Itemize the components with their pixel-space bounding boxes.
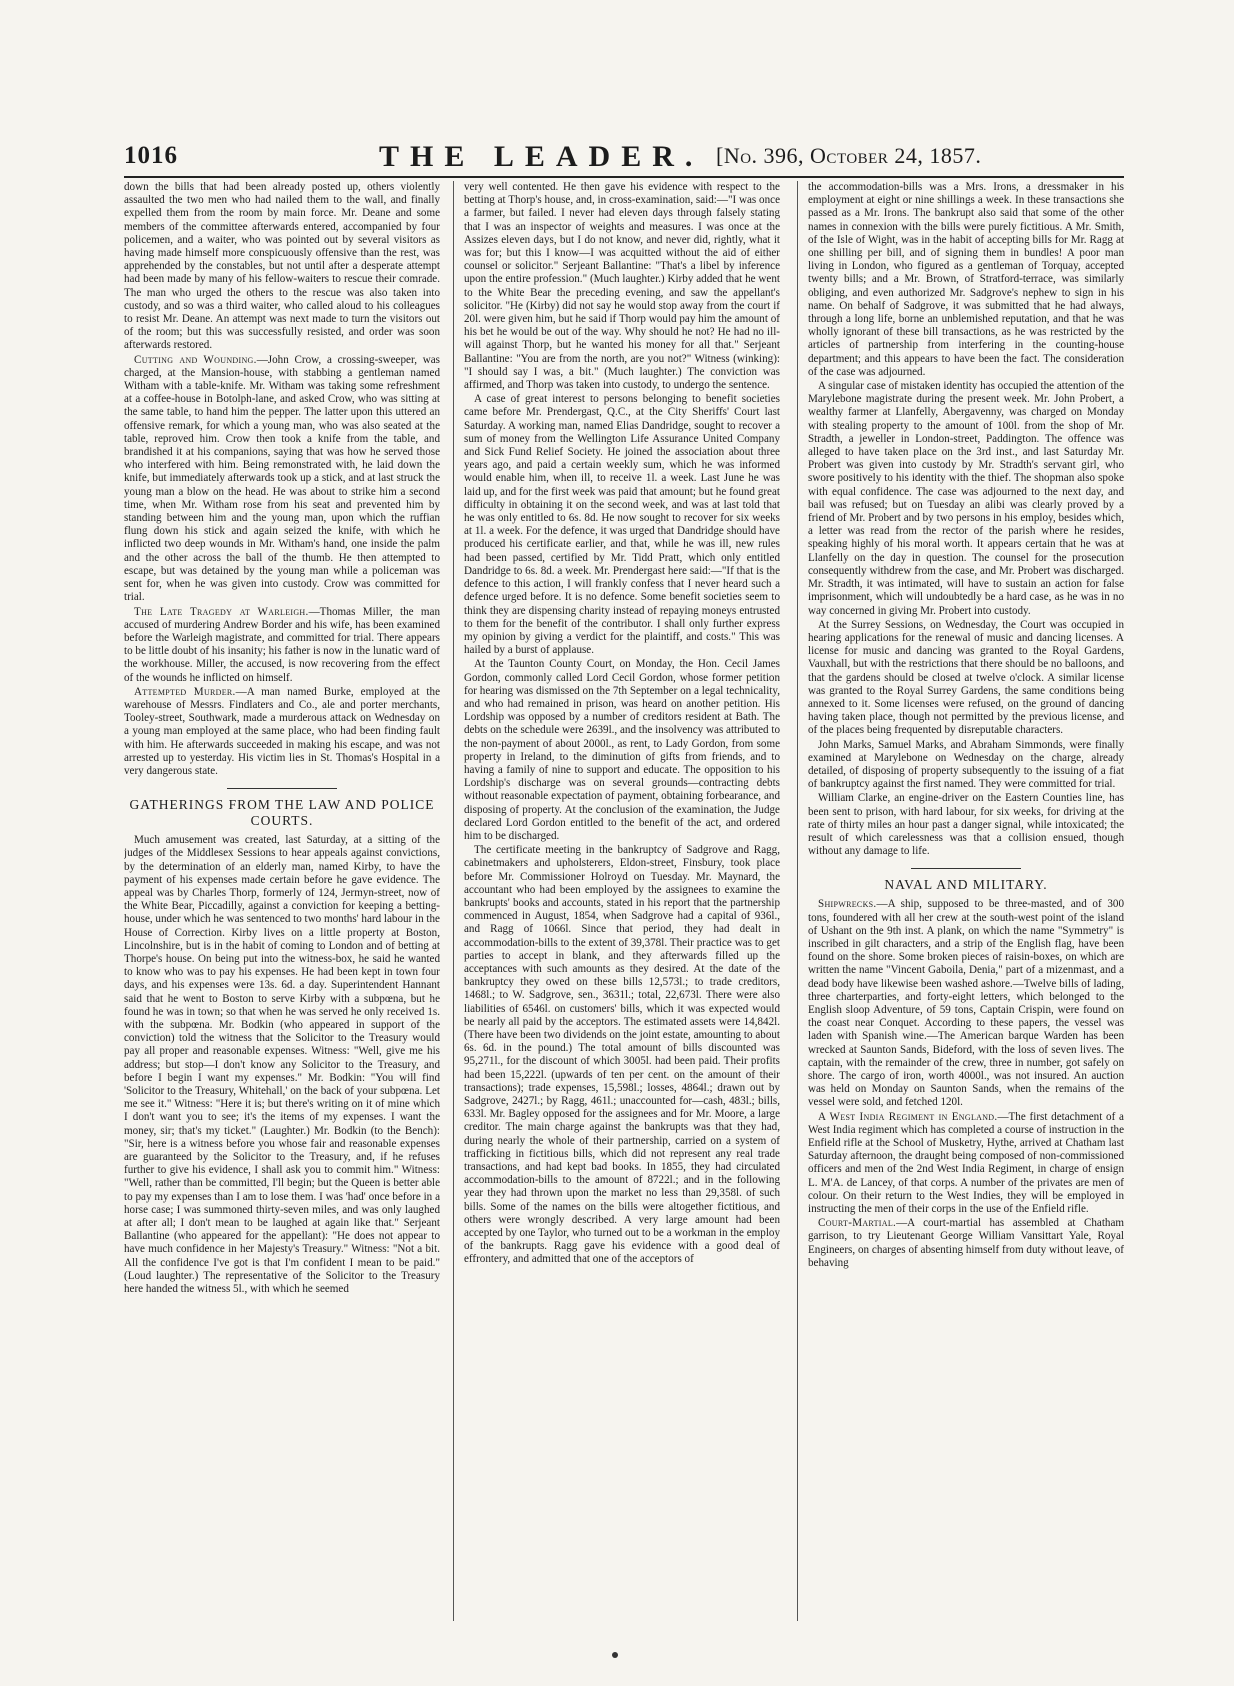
article-paragraph: Much amusement was created, last Saturday, at a sitting of the judges of the Middlesex Sessions to hear appeals against convictions, by the determination of an elderly man, named Kirby, to have the payment of his expenses made certain before he gave evidence. The appeal was by Charles Thorp, formerly of 124, Jermyn-street, now of the White Bear, Piccadilly, against a conviction for keeping a betting-house, under which he was sentenced to two months' hard labour in the House of Correction. Kirby lives on a little property at Boston, Lincolnshire, but is in the habit of coming to London and of betting at Thorpe's house. On being put into the witness-box, he said he wanted to know who was to pay his expenses. He had been kept in town four days, and his expenses were 13s. 6d. a day. Superintendent Hannant said that he went to Boston to serve Kirby with a subpœna, but he found he was in town; so that when he was served he only received 1s. with the subpœna. Mr. Bodkin (who appeared in support of the conviction) told the witness that the Solicitor to the Treasury would pay all proper and reasonable expenses. Witness: "Well, give me his address; but stop—I don't know any Solicitor to the Treasury, and before I begin I want my expenses." Mr. Bodkin: "You will find 'Solicitor to the Treasury, Whitehall,' on the back of your subpœna. Let me see it." Witness: "Here it is; but there's writing on it of mine which I don't want you to see; it's the items of my expenses. I want the money, sir; that's my ticket." (Laughter.) Mr. Bodkin (to the Bench): "Sir, here is a witness before you whose fair and reasonable expenses are guaranteed by the Solicitor to the Treasury, and, if he refuses further to give his evidence, I shall ask you to commit him." Witness: "Well, rather than be committed, I'll begin; but the Queen is better able to pay my expenses than I am to lose them. I was 'had' once before in a horse case; I was summoned thirty-seven miles, and was only laughed at after all; I don't mean to be laughed at again like that." Serjeant Ballantine (who appeared for the appellant): "He does not appear to have much confidence in her Majesty's Treasury." Witness: "Not a bit. All the confidence I've got is that I'm confident I mean to be paid." (Loud laughter.) The representative of the Solicitor to the Treasury here handed the witness 5l., with which he seemed [124, 834, 440, 1296]
masthead-rule [124, 176, 1124, 178]
article-paragraph: the accommodation-bills was a Mrs. Irons, a dressmaker in his employment at eight or nine shillings a week. In these transactions she passed as a Mr. Irons. The bankrupt also said that some of the other names in connexion with the bills were purely fictitious. A Mr. Smith, of the Isle of Wight, was in the habit of accepting bills for Mr. Ragg at one shilling per bill, and of signing them in bundles! A poor man living in London, who figured as a gentleman of Torquay, accepted twenty bills; and a Mr. Brown, of Stratford-terrace, was similarly obliging, and even authorized Mr. Sadgrove's nephew to sign in his name. On behalf of Sadgrove, it was submitted that he had always, through a long life, borne an unblemished reputation, and that he was wholly ignorant of these bill transactions, as he was restricted by the articles of partnership from interfering in the counting-house department; and this appears to have been the fact. The consideration of the case was adjourned. [808, 181, 1124, 378]
article-body: —Thomas Miller, the man accused of murdering Andrew Border and his wife, has been examined before the Warleigh magistrate, and committed for trial. There appears to be little doubt of his insanity; his father is now in the lunatic ward of the workhouse. Miller, the accused, is now recovering from the effect of the wounds he inflicted on himself. [124, 605, 440, 684]
article-lead: Attempted Murder. [134, 685, 236, 698]
article-paragraph [124, 354, 440, 605]
columns [124, 181, 1124, 1631]
section-heading: NAVAL AND MILITARY. [884, 877, 1048, 893]
page-number: 1016 [124, 142, 178, 169]
article-body: —A man named Burke, employed at the warehouse of Messrs. Findlaters and Co., ale and porter merchants, Tooley-street, Southwark, made a murderous attack on Wednesday on a young man employed at the same place, who had been finding fault with him. He afterwards succeeded in making his escape, and was not arrested up to yesterday. His victim lies in St. Thomas's Hospital in a very dangerous state. [124, 685, 440, 777]
article-paragraph: The certificate meeting in the bankruptcy of Sadgrove and Ragg, cabinetmakers and upholsterers, Eldon-street, Finsbury, took place before Mr. Commissioner Holroyd on Tuesday. Mr. Maynard, the accountant who had been employed by the assignees to examine the bankrupts' books and accounts, stated in his report that the partnership commenced in August, 1854, when Sadgrove had a capital of 936l., and Ragg of 1066l. Since that period, they had dealt in accommodation-bills to the extent of 39,378l. Their practice was to get parties to accept in blank, and they afterwards filled up the acceptances with such amounts as they desired. At the date of the bankruptcy they owed on these bills 12,573l.; to trade creditors, 1468l.; to W. Sadgrove, sen., 3631l.; total, 22,673l. There were also liabilities of 6546l. on customers' bills, which it was expected would be nearly all paid by the acceptors. The estimated assets were 14,842l. (There have been two dividends on the joint estate, amounting to about 6s. 6d. in the pound.) The total amount of bills discounted was 95,271l., for the discount of which 3005l. had been paid. Their profits had been 15,222l. (upwards of ten per cent. on the amount of their transactions); trade expenses, 15,598l.; losses, 4864l.; drawn out by Sadgrove, 2427l.; by Ragg, 461l.; unaccounted for—cash, 483l.; bills, 633l. Mr. Bagley opposed for the assignees and for Mr. Moore, a large creditor. The main charge against the bankrupts was that they had, during nearly the whole of their partnership, carried on a system of trafficking in fictitious bills, which did not represent any real trade transactions, and had kept bad books. In 1855, they had circulated accommodation-bills to the amount of 8722l.; and in the following year they had thrown upon the market no less than 29,358l. of such bills. Some of the names on the bills were altogether fictitious, and others were wrongly described. A very large amount had been accepted by one Taylor, who turned out to be a workman in the employ of the bankrupts. Ragg gave his evidence with a good deal of effrontery, and admitted that one of the acceptors of [464, 844, 780, 1266]
newspaper-title: THE LEADER. [379, 140, 704, 173]
article-lead: A West India Regiment in England. [818, 1110, 998, 1123]
article-paragraph [808, 898, 1124, 1109]
article-paragraph: very well contented. He then gave his evidence with respect to the betting at Thorp's house, and, in cross-examination, said:—"I was once a farmer, but failed. I never had eleven days through falsely stating that I was an inspector of weights and measures. I was once at the Assizes eleven days, but I do not know, and never did, rightly, what it was for; but this I know—I was acquitted without the aid of either counsel or solicitor." Serjeant Ballantine: "That's a libel by inference upon the entire profession." (Much laughter.) Kirby added that he went to the White Bear the preceding evening, and saw the appellant's solicitor. "He (Kirby) did not say he would stop away from the court if 20l. were given him, but he said if Thorp would pay him the amount of his bet he would be out of the way. Why should he not? He had no ill-will against Thorp, but he wanted his money for all that." Serjeant Ballantine: "You are from the north, are you not?" Witness (winking): "I should say I was, a bit." (Much laughter.) The conviction was affirmed, and Thorp was taken into custody, to undergo the sentence. [464, 181, 780, 392]
article-paragraph: A case of great interest to persons belonging to benefit societies came before Mr. Prendergast, Q.C., at the City Sheriffs' Court last Saturday. A working man, named Elias Dandridge, sought to recover a sum of money from the Wellington Life Assurance United Company and Sick Fund Relief Society. He joined the association about three years ago, and paid a certain weekly sum, which he was informed would enable him, when ill, to receive 1l. a week. Last June he was laid up, and for the first week was paid that amount; but he found great difficulty in obtaining it on the second week, and was at last told that he was only entitled to 6s. 8d. He now sought to recover for six weeks at 1l. a week. For the defence, it was urged that Dandridge should have produced his certificate earlier, and that, while he was ill, new rules had been passed, certified by Mr. Tidd Pratt, which only entitled Dandridge to 6s. 8d. a week. Mr. Prendergast here said:—"If that is the defence to this action, I will frankly confess that I never heard such a defence urged before. It is no defence. Some benefit societies seem to think they are dispensing charity instead of repaying moneys entrusted to them for the benefit of the contributor. I shall only further express my opinion by giving a verdict for the plaintiff, and costs." This was hailed by a burst of applause. [464, 393, 780, 657]
column-divider [797, 181, 798, 1621]
article-body: —A ship, supposed to be three-masted, and of 300 tons, foundered with all her crew at the south-west point of the island of Ushant on the 9th inst. A plank, on which the name "Symmetry" is inscribed in gilt characters, and a strip of the English flag, have been found on the shore. Some broken pieces of raisin-boxes, on which are written the name "Vincent Gaboila, Denia," part of a mizenmast, and a dead body have likewise been washed ashore.—Twelve bills of lading, three charterparties, and forty-eight letters, which belonged to the English sloop Adventure, of 59 tons, Captain Crispin, were found on the coast near Conquet. According to these papers, the vessel was laden with Spanish wine.—The American barque Warden has been wrecked at Saunton Sands, Bideford, with the loss of seven lives. The captain, with the remainder of the crew, three in number, got safely on shore. The cargo of iron, worth 4000l., was not insured. An auction was held on Monday on Saunton Sands, when the remains of the vessel were sold, and fetched 120l. [808, 898, 1124, 1109]
article-paragraph [124, 686, 440, 778]
column-2 [464, 181, 780, 1631]
ink-dot [612, 1652, 618, 1658]
article-paragraph: John Marks, Samuel Marks, and Abraham Simmonds, were finally examined at Marylebone on Wednesday on the charge, already detailed, of disposing of property subsequently to the issuing of a fiat of bankruptcy against the first named. They were committed for trial. [808, 738, 1124, 791]
section-heading: GATHERINGS FROM THE LAW AND POLICE COURTS. [129, 797, 435, 829]
article-lead: Shipwrecks. [818, 898, 877, 911]
issue-line: [No. 396, October 24, 1857. [716, 143, 982, 168]
article-lead: Court-Martial. [818, 1217, 897, 1230]
article-body: —John Crow, a crossing-sweeper, was charged, at the Mansion-house, with stabbing a gentleman named Witham with a table-knife. Mr. Witham was taking some refreshment at a coffee-house in Botolph-lane, and asked Crow, who was sitting at the same table, to hand him the pepper. The latter upon this uttered an offensive remark, for which a young man, who was also seated at the table, reproved him. Crow then took a knife from the table, and brandished it at his companions, saying that was how he served those who interfered with him. Being remonstrated with, he laid down the knife, but immediately afterwards took up a stick, and at last struck the young man a blow on the head. He was about to strike him a second time, when Mr. Witham rose from his seat and prevented him by standing between him and the young man, upon which the ruffian flung down his stick and again seized the knife, with which he inflicted two deep wounds in Mr. Witham's hand, one inside the palm and the other across the ball of the thumb. He then attempted to escape, but was detained by the young man while a policeman was sent for, when he was given into custody. Crow was committed for trial. [124, 353, 440, 604]
article-paragraph: At the Taunton County Court, on Monday, the Hon. Cecil James Gordon, commonly called Lord Cecil Gordon, whose former petition for hearing was dismissed on the 7th September on a legal technicality, and who had remained in prison, was heard on another petition. His Lordship was opposed by a number of creditors resident at Bath. The debts on the schedule were 2639l., and the insolvency was attributed to the non-payment of about 2000l., as rent, to Lady Gordon, from some property in Ireland, to the diminution of gifts from friends, and to having a family of nine to support and educate. The opposition to his Lordship's discharge was on several grounds—contracting debts without reasonable expectation of payment, obtaining forbearance, and disposing of property. At the conclusion of the examination, the Judge declared Lord Gordon entitled to the benefit of the act, and ordered him to be discharged. [464, 658, 780, 842]
column-1 [124, 181, 440, 1631]
article-paragraph [124, 606, 440, 685]
article-paragraph [808, 1217, 1124, 1270]
article-paragraph [808, 1111, 1124, 1217]
article-paragraph: A singular case of mistaken identity has occupied the attention of the Marylebone magistrate during the present week. Mr. John Probert, a wealthy farmer at Llanfelly, Abergavenny, was charged on Monday with stealing property to the amount of 100l. from the shop of Mr. Stradth, a jeweller in London-street, Paddington. The offence was alleged to have taken place on the 3rd inst., and last Saturday Mr. Probert was given into custody by Mr. Stradth's servant girl, who swore positively to his identity with the thief. The shopman also spoke with equal confidence. The case was adjourned to the next day, and bail was refused; but on Tuesday an alibi was clearly proved by a friend of Mr. Probert and by two persons in his employ, besides which, a letter was read from the rector of the parish where he resides, speaking highly of his moral worth. It appears certain that he was at Llanfelly on the day in question. The counsel for the prosecution consequently withdrew from the case, and Mr. Probert was discharged. Mr. Stradth, it was intimated, will have to sustain an action for false imprisonment, which will undoubtedly be a hard case, as he was in no way concerned in giving Mr. Probert into custody. [808, 380, 1124, 617]
column-3 [808, 181, 1124, 1631]
section-rule [911, 868, 1021, 869]
article-paragraph: William Clarke, an engine-driver on the Eastern Counties line, has been sent to prison, with hard labour, for six weeks, for driving at the rate of thirty miles an hour past a danger signal, while intoxicated; the result of which carelessness was that a collision ensued, though without any damage to life. [808, 792, 1124, 858]
article-lead: The Late Tragedy at Warleigh. [134, 605, 309, 618]
article-lead: Cutting and Wounding. [134, 353, 257, 366]
column-divider [453, 181, 454, 1621]
article-body: —A court-martial has assembled at Chatham garrison, to try Lieutenant George William Vansittart Yale, Royal Engineers, on charges of absenting himself from duty without leave, of behaving [808, 1217, 1124, 1269]
masthead [124, 138, 1124, 174]
section-rule [227, 788, 337, 789]
article-body: —The first detachment of a West India regiment which has completed a course of instruction in the Enfield rifle at the School of Musketry, Hythe, arrived at Chatham last Saturday afternoon, the draught being composed of non-commissioned officers and men of the 2nd West India Regiment, in charge of ensign L. M'A. de Lancey, of that corps. A number of the privates are men of colour. On their return to the West Indies, they will be employed in instructing the men of their corps in the use of the Enfield rifle. [808, 1110, 1124, 1216]
article-paragraph: down the bills that had been already posted up, others violently assaulted the two men who had nailed them to the wall, and finally expelled them from the room by main force. Mr. Deane and some members of the committee afterwards entered, accompanied by four policemen, and a waiter, who was pointed out by several visitors as having made himself more conspicuously offensive than the rest, was apprehended by the constables, but not until after a desperate attempt had been made by many of his fellow-waiters to rescue their comrade. The man who urged the others to the rescue was also taken into custody, and so was a third waiter, who called aloud to his colleagues to resist Mr. Deane. An attempt was next made to turn the visitors out of the room; but this was successfully resisted, and order was soon afterwards restored. [124, 181, 440, 352]
article-paragraph: At the Surrey Sessions, on Wednesday, the Court was occupied in hearing applications for the renewal of music and dancing licenses. A license for music and dancing was granted to the Royal Gardens, Vauxhall, but with the restrictions that there should be no balloons, and that the gardens should be closed at twelve o'clock. A similar license was granted to the Royal Surrey Gardens, the same conditions being annexed to it. Some licenses were refused, on the ground of dancing having taken place, though not permitted by the previous license, and of the places being frequented by disreputable characters. [808, 618, 1124, 737]
